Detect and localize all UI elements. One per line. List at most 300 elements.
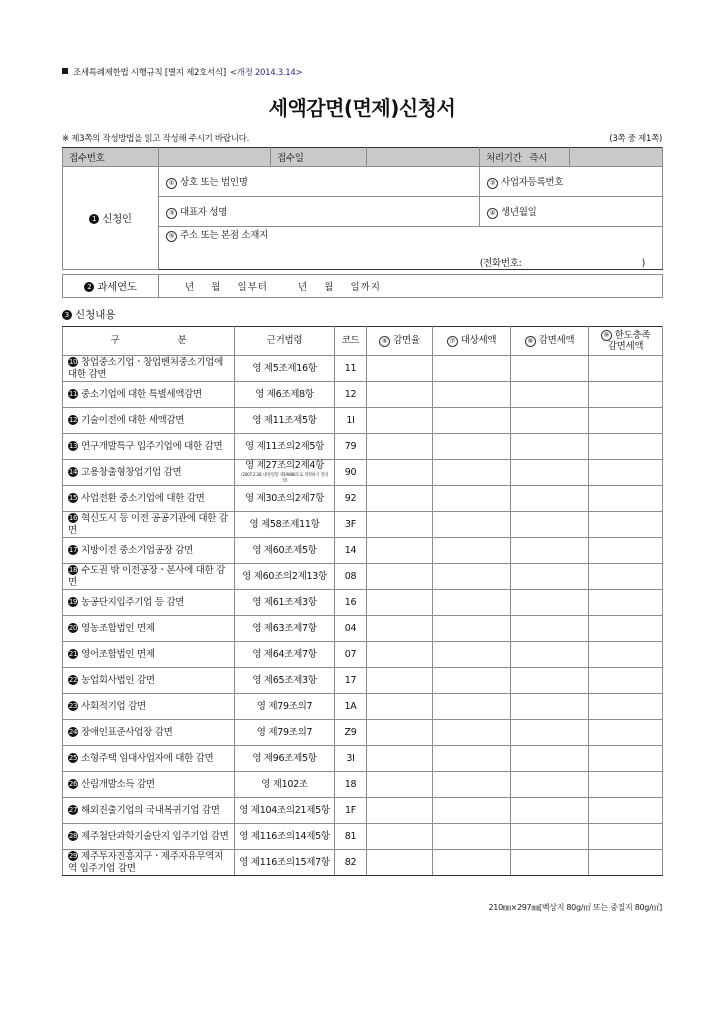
row-limit-tax-input[interactable] xyxy=(589,642,663,668)
row-number-icon: 20 xyxy=(68,623,78,632)
receipt-date-label: 접수일 xyxy=(271,148,367,167)
row-law-cell xyxy=(235,460,335,486)
row-law-text: 영 제60조의2제13항 xyxy=(242,570,327,582)
row-number-icon: 26 xyxy=(68,779,78,788)
form-reference-text: 조세특례제한법 시행규칙 [별지 제2호서식] xyxy=(73,68,226,78)
row-limit-tax-input[interactable] xyxy=(589,772,663,798)
row-target-tax-input[interactable] xyxy=(433,460,511,486)
table-row xyxy=(63,746,663,772)
row-reduction-rate-input[interactable] xyxy=(367,720,433,746)
row-number-icon: 16 xyxy=(68,513,78,522)
row-law-cell xyxy=(235,694,335,720)
row-law-cell xyxy=(235,382,335,408)
row-code-cell: 16 xyxy=(335,590,367,616)
row-code-cell: 18 xyxy=(335,772,367,798)
reduction-items-table xyxy=(62,326,663,876)
row-division-cell xyxy=(63,694,235,720)
row-limit-tax-input[interactable] xyxy=(589,746,663,772)
section-number-3-icon: 3 xyxy=(62,310,72,320)
row-reduced-tax-input[interactable] xyxy=(511,408,589,434)
row-law-text: 영 제58조제11항 xyxy=(249,518,320,530)
row-target-tax-input[interactable] xyxy=(433,798,511,824)
row-reduced-tax-input[interactable] xyxy=(511,486,589,512)
company-name-label: 상호 또는 법인명 xyxy=(180,177,248,189)
row-reduced-tax-input[interactable] xyxy=(511,512,589,538)
row-division-cell xyxy=(63,356,235,382)
row-number-icon: 18 xyxy=(68,565,78,574)
form-revision-text: <개정 2014.3.14> xyxy=(229,68,303,78)
row-reduced-tax-input[interactable] xyxy=(511,850,589,876)
row-code-cell: 1A xyxy=(335,694,367,720)
row-code-cell: 12 xyxy=(335,382,367,408)
row-reduced-tax-input[interactable] xyxy=(511,538,589,564)
row-law-text: 영 제60조제5항 xyxy=(252,544,317,556)
row-reduction-rate-input[interactable] xyxy=(367,694,433,720)
row-law-cell xyxy=(235,408,335,434)
row-code-cell: 82 xyxy=(335,850,367,876)
row-target-tax-input[interactable] xyxy=(433,720,511,746)
row-limit-tax-input[interactable] xyxy=(589,564,663,590)
row-division-cell xyxy=(63,590,235,616)
row-code-cell: 14 xyxy=(335,538,367,564)
row-division-label: 사업전환 중소기업에 대한 감면 xyxy=(81,492,205,504)
row-division-cell xyxy=(63,460,235,486)
row-reduction-rate-input[interactable] xyxy=(367,408,433,434)
row-division-cell xyxy=(63,720,235,746)
tax-year-from-month: 월 xyxy=(211,282,222,293)
row-division-label: 해외진출기업의 국내복귀기업 감면 xyxy=(81,804,220,816)
row-reduced-tax-input[interactable] xyxy=(511,720,589,746)
marker-9-icon: ⑨ xyxy=(601,330,612,341)
row-law-text: 영 제30조의2제7항 xyxy=(245,492,324,504)
row-law-cell xyxy=(235,798,335,824)
form-reference-line xyxy=(62,66,662,78)
row-target-tax-input[interactable] xyxy=(433,824,511,850)
receipt-number-label: 접수번호 xyxy=(63,148,159,167)
row-division-label: 산림개발소득 감면 xyxy=(81,778,155,790)
applicant-row-name xyxy=(63,167,663,197)
row-division-cell xyxy=(63,850,235,876)
row-law-text: 영 제79조의7 xyxy=(256,726,313,738)
row-law-cell xyxy=(235,720,335,746)
table-row xyxy=(63,564,663,590)
tax-year-from-year: 년 xyxy=(185,282,196,293)
row-law-text: 영 제79조의7 xyxy=(256,700,313,712)
row-law-cell xyxy=(235,486,335,512)
row-division-label: 사회적기업 감면 xyxy=(81,700,146,712)
column-target-tax-label: 대상세액 xyxy=(460,335,497,347)
row-division-cell xyxy=(63,564,235,590)
row-reduced-tax-input[interactable] xyxy=(511,668,589,694)
column-reduction-rate xyxy=(367,327,433,356)
row-target-tax-input[interactable] xyxy=(433,356,511,382)
row-target-tax-input[interactable] xyxy=(433,408,511,434)
row-number-icon: 13 xyxy=(68,441,78,450)
row-division-label: 중소기업에 대한 특별세액감면 xyxy=(81,388,202,400)
row-division-label: 수도권 밖 이전공장ㆍ본사에 대한 감면 xyxy=(68,564,226,588)
row-division-label: 영농조합법인 면제 xyxy=(81,622,155,634)
row-limit-tax-input[interactable] xyxy=(589,616,663,642)
marker-5-icon: ⑤ xyxy=(166,231,177,242)
row-law-cell xyxy=(235,668,335,694)
row-division-label: 지방이전 중소기업공장 감면 xyxy=(81,544,193,556)
row-number-icon: 25 xyxy=(68,753,78,762)
row-number-icon: 27 xyxy=(68,805,78,814)
page-title: 세액감면(면제)신청서 xyxy=(268,96,456,120)
row-number-icon: 11 xyxy=(68,389,78,398)
table-row xyxy=(63,772,663,798)
column-code: 코드 xyxy=(335,327,367,356)
row-law-cell xyxy=(235,746,335,772)
applicant-section-label-text: 신청인 xyxy=(102,212,132,225)
row-reduced-tax-input[interactable] xyxy=(511,434,589,460)
row-reduction-rate-input[interactable] xyxy=(367,616,433,642)
row-code-cell: 11 xyxy=(335,356,367,382)
row-law-text: 영 제116조의15제7항 xyxy=(239,856,330,868)
row-number-icon: 17 xyxy=(68,545,78,554)
row-reduction-rate-input[interactable] xyxy=(367,642,433,668)
column-limit-tax-label-line2: 감면세액 xyxy=(607,341,644,353)
applicant-table xyxy=(62,147,663,270)
row-law-text: 영 제116조의14제5항 xyxy=(239,830,330,842)
marker-1-icon: ① xyxy=(166,178,177,189)
row-number-icon: 12 xyxy=(68,415,78,424)
row-code-cell: 1F xyxy=(335,798,367,824)
table-row xyxy=(63,434,663,460)
processing-period-label-text: 처리기간 xyxy=(486,153,522,164)
row-limit-tax-input[interactable] xyxy=(589,460,663,486)
business-registration-number-field[interactable] xyxy=(480,167,663,197)
tax-year-to-month: 월 xyxy=(324,282,335,293)
application-content-heading-text: 신청내용 xyxy=(75,309,116,321)
row-code-cell: 3I xyxy=(335,746,367,772)
row-number-icon: 14 xyxy=(68,467,78,476)
row-law-text: 영 제11조의2제5항 xyxy=(245,440,324,452)
row-division-cell xyxy=(63,408,235,434)
reduction-table-header-row xyxy=(63,327,663,356)
birthdate-field[interactable] xyxy=(480,197,663,227)
tax-year-period-field[interactable] xyxy=(159,275,663,298)
receipt-number-value[interactable] xyxy=(159,148,271,167)
row-law-text: 영 제96조제5항 xyxy=(252,752,317,764)
phone-line[interactable] xyxy=(166,255,655,269)
column-division-right: 분 xyxy=(177,335,187,347)
row-reduced-tax-input[interactable] xyxy=(511,746,589,772)
row-division-label: 기술이전에 대한 세액감면 xyxy=(81,414,185,426)
row-reduced-tax-input[interactable] xyxy=(511,382,589,408)
tax-year-to-day: 일까지 xyxy=(350,282,381,293)
row-law-text: 영 제64조제7항 xyxy=(252,648,317,660)
page-indicator: (3쪽 중 제1쪽) xyxy=(609,134,662,144)
row-division-label: 제주투자진흥지구ㆍ제주자유무역지역 입주기업 감면 xyxy=(68,850,224,874)
row-law-cell xyxy=(235,616,335,642)
row-limit-tax-input[interactable] xyxy=(589,408,663,434)
row-law-cell xyxy=(235,538,335,564)
tax-year-table xyxy=(62,274,663,298)
table-row xyxy=(63,382,663,408)
marker-3-icon: ③ xyxy=(166,208,177,219)
row-number-icon: 15 xyxy=(68,493,78,502)
row-division-cell xyxy=(63,798,235,824)
row-number-icon: 28 xyxy=(68,831,78,840)
table-row xyxy=(63,720,663,746)
row-code-cell: 79 xyxy=(335,434,367,460)
row-reduction-rate-input[interactable] xyxy=(367,824,433,850)
row-division-label: 창업중소기업ㆍ창업벤처중소기업에 대한 감면 xyxy=(68,356,224,380)
row-limit-tax-input[interactable] xyxy=(589,694,663,720)
marker-7-icon: ⑦ xyxy=(447,336,458,347)
column-limit-tax xyxy=(589,327,663,356)
processing-period-value: 즉시 xyxy=(529,153,548,164)
birthdate-label: 생년월일 xyxy=(501,207,537,219)
row-division-label: 농공단지입주기업 등 감면 xyxy=(81,596,185,608)
row-reduced-tax-input[interactable] xyxy=(511,616,589,642)
row-target-tax-input[interactable] xyxy=(433,668,511,694)
row-division-label: 연구개발특구 입주기업에 대한 감면 xyxy=(81,440,223,452)
row-target-tax-input[interactable] xyxy=(433,746,511,772)
row-division-label: 고용창출형창업기업 감면 xyxy=(81,466,182,478)
phone-close-paren: ) xyxy=(641,257,645,269)
receipt-date-value[interactable] xyxy=(367,148,480,167)
row-number-icon: 21 xyxy=(68,649,78,658)
table-row xyxy=(63,460,663,486)
marker-4-icon: ④ xyxy=(487,208,498,219)
row-reduced-tax-input[interactable] xyxy=(511,590,589,616)
address-field[interactable] xyxy=(159,227,663,270)
row-limit-tax-input[interactable] xyxy=(589,590,663,616)
row-law-text: 영 제104조의21제5항 xyxy=(239,804,330,816)
row-number-icon: 23 xyxy=(68,701,78,710)
row-law-cell xyxy=(235,642,335,668)
tax-year-to-year: 년 xyxy=(298,282,309,293)
bullet-square-icon xyxy=(62,68,68,74)
row-limit-tax-input[interactable] xyxy=(589,382,663,408)
table-row xyxy=(63,668,663,694)
marker-6-icon: ⑥ xyxy=(379,336,390,347)
row-division-cell xyxy=(63,486,235,512)
reduction-table-body xyxy=(63,356,663,876)
row-target-tax-input[interactable] xyxy=(433,382,511,408)
row-division-cell xyxy=(63,538,235,564)
row-number-icon: 22 xyxy=(68,675,78,684)
processing-period-label xyxy=(480,148,570,167)
section-number-1-icon: 1 xyxy=(89,214,99,224)
table-row xyxy=(63,616,663,642)
row-target-tax-input[interactable] xyxy=(433,642,511,668)
row-number-icon: 10 xyxy=(68,357,78,366)
column-limit-tax-label-line1: 한도충족 xyxy=(614,329,651,341)
business-registration-number-label: 사업자등록번호 xyxy=(501,177,564,189)
row-reduced-tax-input[interactable] xyxy=(511,564,589,590)
row-reduced-tax-input[interactable] xyxy=(511,642,589,668)
row-division-cell xyxy=(63,668,235,694)
tax-year-row xyxy=(63,275,663,298)
row-division-cell xyxy=(63,512,235,538)
row-code-cell: Z9 xyxy=(335,720,367,746)
address-label-line xyxy=(166,227,655,242)
row-reduced-tax-input[interactable] xyxy=(511,798,589,824)
row-reduced-tax-input[interactable] xyxy=(511,772,589,798)
row-limit-tax-input[interactable] xyxy=(589,824,663,850)
row-code-cell: 90 xyxy=(335,460,367,486)
row-law-text: 영 제61조제3항 xyxy=(252,596,317,608)
address-label: 주소 또는 본점 소재지 xyxy=(180,230,269,242)
row-reduced-tax-input[interactable] xyxy=(511,460,589,486)
company-name-field[interactable] xyxy=(159,167,480,197)
row-division-cell xyxy=(63,824,235,850)
row-number-icon: 29 xyxy=(68,851,78,860)
row-target-tax-input[interactable] xyxy=(433,538,511,564)
row-code-cell: 3F xyxy=(335,512,367,538)
row-law-text: 영 제6조제8항 xyxy=(255,388,314,400)
row-limit-tax-input[interactable] xyxy=(589,668,663,694)
tax-year-from-day: 일부터 xyxy=(237,282,268,293)
row-law-cell xyxy=(235,772,335,798)
row-reduced-tax-input[interactable] xyxy=(511,824,589,850)
row-reduction-rate-input[interactable] xyxy=(367,356,433,382)
row-division-label: 장애인표준사업장 감면 xyxy=(81,726,173,738)
column-reduced-tax-label: 감면세액 xyxy=(538,335,575,347)
row-target-tax-input[interactable] xyxy=(433,772,511,798)
row-division-label: 영어조합법인 면제 xyxy=(81,648,155,660)
notice-bar xyxy=(62,132,662,144)
row-reduction-rate-input[interactable] xyxy=(367,746,433,772)
table-row xyxy=(63,694,663,720)
row-law-cell xyxy=(235,564,335,590)
column-reduced-tax xyxy=(511,327,589,356)
row-target-tax-input[interactable] xyxy=(433,512,511,538)
row-code-cell: 08 xyxy=(335,564,367,590)
representative-name-label: 대표자 성명 xyxy=(180,207,228,219)
table-row xyxy=(63,486,663,512)
column-target-tax xyxy=(433,327,511,356)
row-reduction-rate-input[interactable] xyxy=(367,460,433,486)
row-law-text: 영 제65조제3항 xyxy=(252,674,317,686)
row-number-icon: 24 xyxy=(68,727,78,736)
row-limit-tax-input[interactable] xyxy=(589,356,663,382)
row-reduced-tax-input[interactable] xyxy=(511,356,589,382)
row-division-cell xyxy=(63,382,235,408)
row-reduced-tax-input[interactable] xyxy=(511,694,589,720)
row-reduction-rate-input[interactable] xyxy=(367,772,433,798)
row-limit-tax-input[interactable] xyxy=(589,434,663,460)
table-row xyxy=(63,824,663,850)
row-law-note: (2007.2.28. 대통령령 제19888호로 개정하기 전의 것) xyxy=(240,473,328,484)
applicant-section-label xyxy=(63,167,159,270)
row-limit-tax-input[interactable] xyxy=(589,486,663,512)
row-law-text: 영 제11조제5항 xyxy=(252,414,317,426)
column-law: 근거법령 xyxy=(235,327,335,356)
row-division-cell xyxy=(63,746,235,772)
row-reduction-rate-input[interactable] xyxy=(367,382,433,408)
row-reduction-rate-input[interactable] xyxy=(367,486,433,512)
application-content-heading xyxy=(62,307,662,322)
section-number-2-icon: 2 xyxy=(84,282,94,292)
row-target-tax-input[interactable] xyxy=(433,564,511,590)
row-target-tax-input[interactable] xyxy=(433,850,511,876)
row-division-label: 소형주택 임대사업자에 대한 감면 xyxy=(81,752,214,764)
tax-year-section-label-text: 과세연도 xyxy=(97,280,137,293)
row-law-cell xyxy=(235,590,335,616)
row-reduction-rate-input[interactable] xyxy=(367,590,433,616)
table-row xyxy=(63,538,663,564)
table-row xyxy=(63,590,663,616)
row-limit-tax-input[interactable] xyxy=(589,512,663,538)
column-division xyxy=(63,327,235,356)
row-limit-tax-input[interactable] xyxy=(589,538,663,564)
row-division-cell xyxy=(63,642,235,668)
row-code-cell: 04 xyxy=(335,616,367,642)
row-division-cell xyxy=(63,772,235,798)
row-number-icon: 19 xyxy=(68,597,78,606)
document-page xyxy=(62,0,662,1024)
row-division-label: 제주첨단과학기술단지 입주기업 감면 xyxy=(81,830,229,842)
tax-year-section-label xyxy=(63,275,159,298)
row-division-label: 혁신도시 등 이전 공공기관에 대한 감면 xyxy=(68,512,228,536)
row-reduction-rate-input[interactable] xyxy=(367,434,433,460)
row-division-cell xyxy=(63,616,235,642)
row-law-cell xyxy=(235,356,335,382)
paper-spec-footer: 210㎜×297㎜[백상지 80g/㎡ 또는 중질지 80g/㎡] xyxy=(488,903,662,912)
table-row xyxy=(63,798,663,824)
table-row xyxy=(63,356,663,382)
row-target-tax-input[interactable] xyxy=(433,486,511,512)
row-reduction-rate-input[interactable] xyxy=(367,850,433,876)
representative-name-field[interactable] xyxy=(159,197,480,227)
row-division-cell xyxy=(63,434,235,460)
row-reduction-rate-input[interactable] xyxy=(367,538,433,564)
row-law-text: 영 제102조 xyxy=(261,778,308,790)
receipt-band-row xyxy=(63,148,663,167)
row-code-cell: 1I xyxy=(335,408,367,434)
notice-text: ※ 제3쪽의 작성방법을 읽고 작성해 주시기 바랍니다. xyxy=(62,134,249,144)
column-reduction-rate-label: 감면율 xyxy=(393,335,420,347)
row-target-tax-input[interactable] xyxy=(433,616,511,642)
row-limit-tax-input[interactable] xyxy=(589,798,663,824)
marker-2-icon: ② xyxy=(487,178,498,189)
row-law-cell xyxy=(235,512,335,538)
row-code-cell: 92 xyxy=(335,486,367,512)
table-row xyxy=(63,408,663,434)
table-row xyxy=(63,642,663,668)
column-division-left: 구 xyxy=(110,335,120,347)
row-reduction-rate-input[interactable] xyxy=(367,798,433,824)
row-law-cell xyxy=(235,824,335,850)
table-row xyxy=(63,850,663,876)
phone-label: (전화번호: xyxy=(479,257,522,269)
row-reduction-rate-input[interactable] xyxy=(367,512,433,538)
row-reduction-rate-input[interactable] xyxy=(367,564,433,590)
row-code-cell: 07 xyxy=(335,642,367,668)
row-target-tax-input[interactable] xyxy=(433,590,511,616)
row-law-cell xyxy=(235,850,335,876)
row-law-text: 영 제27조의2제4항 xyxy=(245,460,324,472)
row-law-text: 영 제5조제16항 xyxy=(252,362,317,374)
row-law-text: 영 제63조제7항 xyxy=(252,622,317,634)
marker-8-icon: ⑧ xyxy=(525,336,536,347)
row-target-tax-input[interactable] xyxy=(433,434,511,460)
row-limit-tax-input[interactable] xyxy=(589,850,663,876)
row-target-tax-input[interactable] xyxy=(433,694,511,720)
row-reduction-rate-input[interactable] xyxy=(367,668,433,694)
row-law-cell xyxy=(235,434,335,460)
row-code-cell: 81 xyxy=(335,824,367,850)
row-limit-tax-input[interactable] xyxy=(589,720,663,746)
receipt-band-spacer xyxy=(570,148,663,167)
table-row xyxy=(63,512,663,538)
row-division-label: 농업회사법인 감면 xyxy=(81,674,155,686)
row-code-cell: 17 xyxy=(335,668,367,694)
